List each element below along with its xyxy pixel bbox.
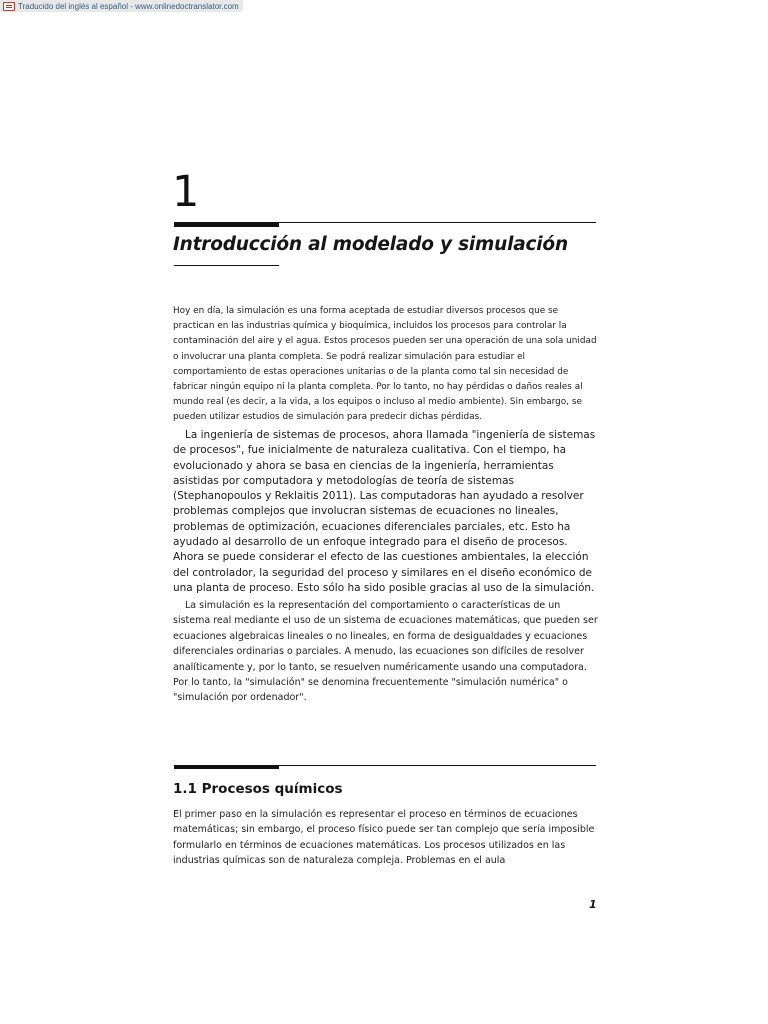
chapter-rule-thin bbox=[279, 222, 596, 223]
section-rule-thick bbox=[174, 765, 279, 769]
body-paragraph-2: La ingeniería de sistemas de procesos, ahora llamada "ingeniería de sistemas de procesos", fue inicialmente de naturaleza cualitativa. Con el tiempo, ha evolucionado y ahora se basa en ciencias de la ingeniería, herramientas asistidas por computadora y metodologías de teoría de sistemas (Stephanopoulos y Reklaitis 2011). Las computadoras han ayudado a resolver problemas complejos que involucran sistemas de ecuaciones no lineales, problemas de optimización, ecuaciones diferenciales parciales, etc. Esto ha ayudado al desarrollo de un enfoque integrado para el diseño de procesos. Ahora se puede considerar el efecto de las cuestiones ambientales, la elección del controlador, la seguridad del proceso y similares en el diseño económico de una planta de proceso. Esto sólo ha sido posible gracias al uso de la simulación. bbox=[173, 429, 596, 594]
translator-banner[interactable] bbox=[0, 0, 243, 12]
translator-icon bbox=[3, 2, 15, 11]
translator-banner-text[interactable]: Traducido del inglés al español - www.onlinedoctranslator.com bbox=[18, 1, 239, 11]
chapter-title: Introducción al modelado y simulación bbox=[173, 234, 568, 255]
chapter-rule-thick bbox=[174, 222, 279, 227]
intro-paragraph: Hoy en día, la simulación es una forma aceptada de estudiar diversos procesos que se practican en las industrias química y bioquímica, incluidos los procesos para controlar la contaminación del aire y el agua. Estos procesos pueden ser una operación de una sola unidad o involucrar una planta completa. Se podrá realizar simulación para estudiar el comportamiento de estas operaciones unitarias o de la planta como tal sin necesidad de fabricar ningún equipo ni la planta completa. Por lo tanto, no hay pérdidas o daños reales al mundo real (es decir, a la vida, a los equipos o incluso al medio ambiente). Sin embargo, se pueden utilizar estudios de simulación para predecir dichas pérdidas. bbox=[173, 306, 597, 423]
section-title: 1.1 Procesos químicos bbox=[173, 781, 343, 797]
section-rule-thin bbox=[279, 765, 596, 766]
page-number: 1 bbox=[589, 898, 597, 911]
section-paragraph: El primer paso en la simulación es representar el proceso en términos de ecuaciones matemáticas; sin embargo, el proceso físico puede ser tan complejo que sería imposible formularlo en términos de ecuaciones matemáticas. Los procesos utilizados en las industrias químicas son de naturaleza compleja. Problemas en el aula bbox=[173, 809, 595, 867]
chapter-title-underline bbox=[174, 265, 279, 266]
chapter-number: 1 bbox=[172, 167, 200, 217]
body-paragraph-3: La simulación es la representación del comportamiento o características de un sistema real mediante el uso de un sistema de ecuaciones matemáticas, que pueden ser ecuaciones algebraicas lineales o no lineales, en forma de desigualdades y ecuaciones diferenciales ordinarias o parciales. A menudo, las ecuaciones son difíciles de resolver analíticamente y, por lo tanto, se resuelven numéricamente usando una computadora. Por lo tanto, la "simulación" se denomina frecuentemente "simulación numérica" o "simulación por ordenador". bbox=[173, 600, 598, 704]
